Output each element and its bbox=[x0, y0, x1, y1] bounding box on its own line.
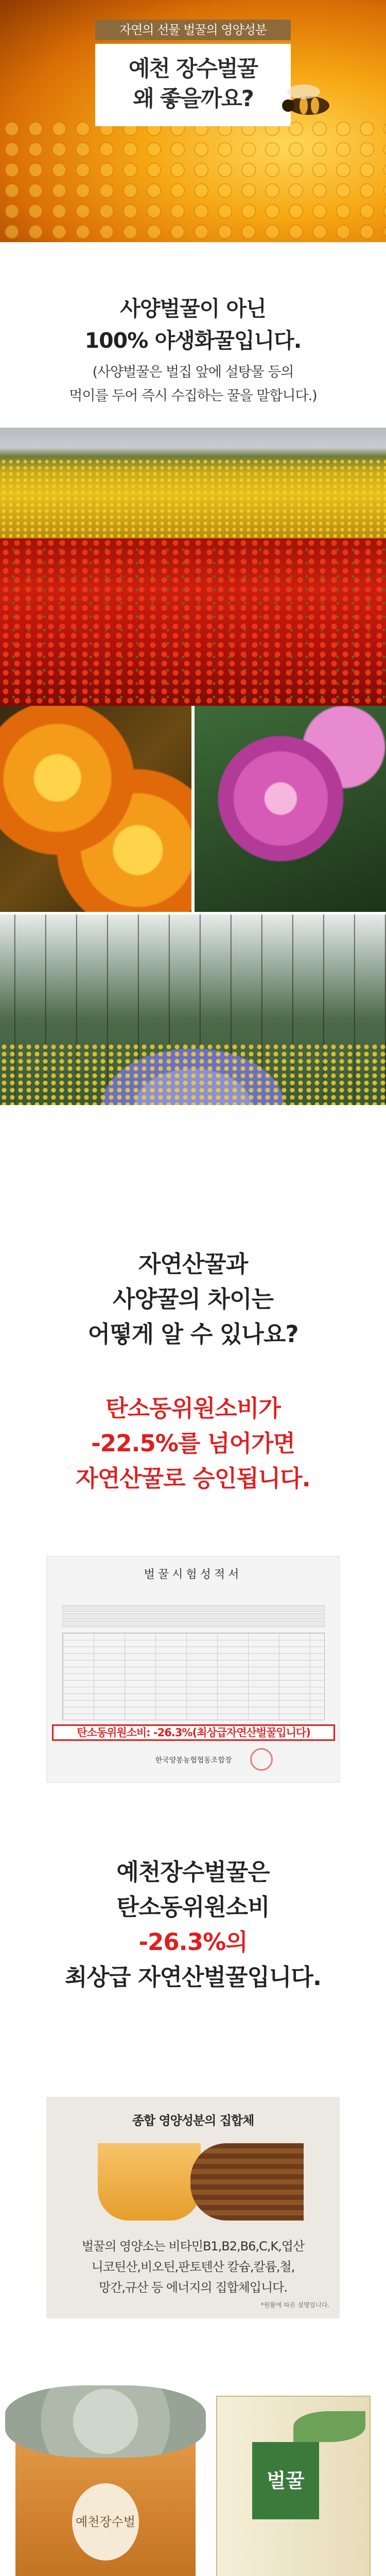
certificate-issuer: 한국양봉농협협동조합장 bbox=[155, 1756, 232, 1765]
result-line3: -26.3%의 bbox=[138, 1928, 248, 1956]
bee-icon bbox=[268, 77, 340, 124]
jar-label: 예천장수벌 bbox=[72, 2483, 139, 2561]
claim-line1: 사양벌꿀이 아닌 bbox=[120, 296, 266, 321]
wildflower-claim bbox=[0, 293, 386, 357]
difference-question bbox=[0, 1247, 386, 1352]
box-label: 벌꿀 bbox=[252, 2442, 319, 2519]
official-stamp bbox=[250, 1748, 273, 1771]
honeycomb-image bbox=[0, 118, 386, 242]
nutrition-line3: 망간,규산 등 에너지의 집합체입니다. bbox=[99, 2280, 287, 2295]
flower-closeup-photos bbox=[0, 706, 386, 912]
result-line2: 탄소동위원소비 bbox=[116, 1893, 270, 1921]
test-certificate-image bbox=[46, 1556, 340, 1783]
red-flower-field-photo bbox=[0, 538, 386, 706]
question-line3: 어떻게 알 수 있나요? bbox=[87, 1320, 299, 1348]
jar-cloth-cover bbox=[5, 2385, 206, 2458]
orange-flower-photo bbox=[0, 706, 191, 912]
certificate-header-row bbox=[62, 1613, 325, 1619]
forest-path-photo bbox=[0, 914, 386, 1105]
certificate-header-row bbox=[62, 1605, 325, 1612]
hero-subtitle: 자연의 선물 벌꿀의 영양성분 bbox=[95, 20, 291, 40]
nutrition-line1: 벌꿀의 영양소는 비타민B1,B2,B6,C,K,엽산 bbox=[81, 2239, 305, 2253]
certificate-title: 벌꿀시험성적서 bbox=[144, 1568, 242, 1581]
answer-line3: 자연산꿀로 승인됩니다. bbox=[76, 1465, 310, 1492]
result-line1: 예천장수벌꿀은 bbox=[116, 1858, 270, 1886]
feed-honey-note bbox=[0, 361, 386, 408]
carbon-isotope-highlight: 탄소동위원소비: -26.3%(최상급자연산벌꿀입니다) bbox=[52, 1724, 335, 1741]
honey-bowl-image bbox=[98, 2143, 201, 2221]
hero-title-box bbox=[95, 44, 291, 126]
note-line2: 먹이를 두어 즉시 수집하는 꿀을 말합니다.) bbox=[69, 388, 317, 404]
difference-answer bbox=[0, 1391, 386, 1496]
nutrition-line2: 니코틴산,비오틴,판토텐산 칼슘,칼륨,철, bbox=[91, 2260, 295, 2274]
yellow-flower-field-photo bbox=[0, 428, 386, 538]
answer-line1: 탄소동위원소비가 bbox=[106, 1395, 280, 1422]
result-line4: 최상급 자연산벌꿀입니다. bbox=[65, 1963, 321, 1991]
leaf-decoration bbox=[293, 2411, 365, 2442]
question-line1: 자연산꿀과 bbox=[138, 1250, 248, 1278]
hero-banner bbox=[0, 0, 386, 242]
certificate-results-table bbox=[62, 1633, 325, 1720]
nutrition-heading: 종합 영양성분의 집합체 bbox=[132, 2113, 254, 2128]
nutrition-footnote: *원활에 따른 설명입니다. bbox=[260, 2301, 329, 2309]
answer-line2: -22.5%를 넘어가면 bbox=[91, 1430, 295, 1457]
note-line1: (사양벌꿀은 벌집 앞에 설탕물 등의 bbox=[92, 364, 294, 380]
question-line2: 사양꿀의 차이는 bbox=[113, 1285, 273, 1313]
nutrition-card bbox=[46, 2097, 340, 2318]
result-statement bbox=[0, 1855, 386, 1995]
pink-azalea-photo bbox=[195, 706, 386, 912]
certificate-header-row bbox=[62, 1621, 325, 1627]
nutrition-body bbox=[46, 2236, 340, 2298]
hero-title-line2: 왜 좋을까요? bbox=[133, 86, 253, 112]
honey-dipper-image bbox=[190, 2143, 304, 2221]
claim-line2: 100% 야생화꿀입니다. bbox=[84, 328, 302, 353]
product-photo bbox=[0, 2380, 386, 2576]
hero-title-line1: 예천 장수벌꿀 bbox=[128, 56, 258, 82]
